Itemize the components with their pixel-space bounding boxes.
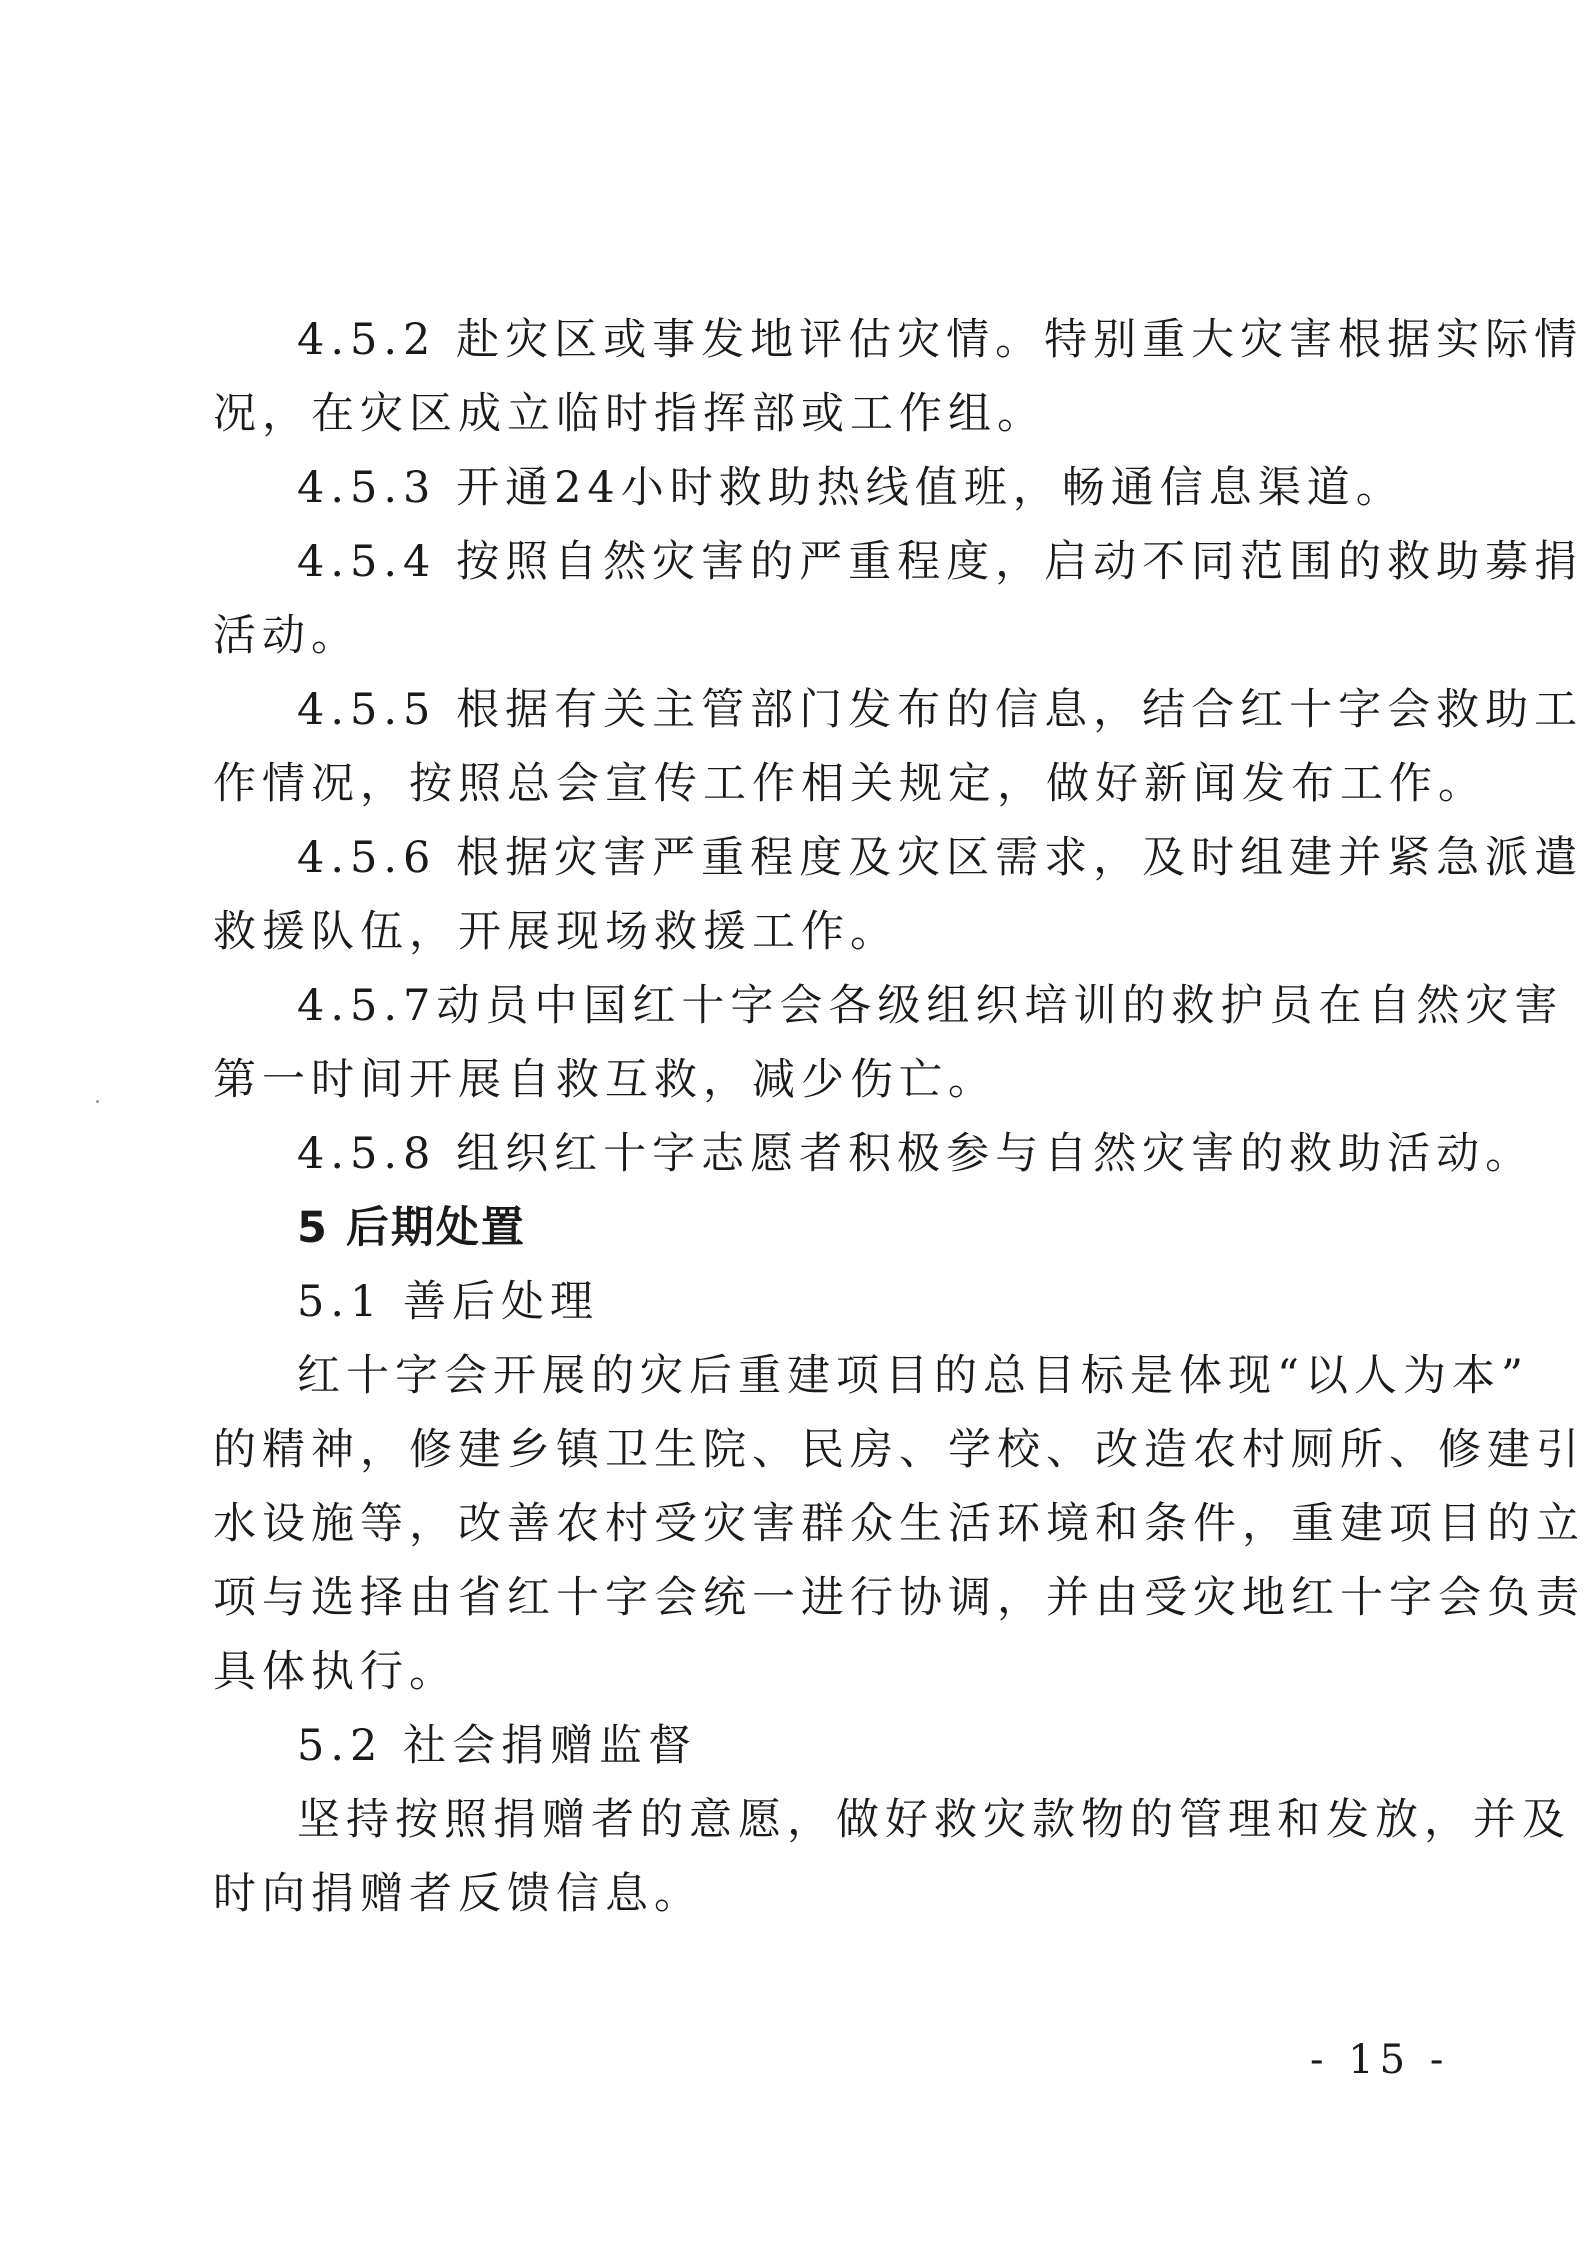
paragraph-4-5-4-line-1: 4.5.4 按照自然灾害的严重程度，启动不同范围的救助募捐 xyxy=(297,537,1584,587)
page-number: - 15 - xyxy=(1310,2037,1450,2083)
paragraph-5-2-line-2: 时向捐赠者反馈信息。 xyxy=(213,1869,703,1919)
section-heading-5: 5 后期处置 xyxy=(297,1203,526,1253)
paragraph-4-5-6-line-1: 4.5.6 根据灾害严重程度及灾区需求，及时组建并紧急派遣 xyxy=(297,833,1584,883)
paragraph-4-5-6-line-2: 救援队伍，开展现场救援工作。 xyxy=(213,907,899,957)
scan-speck xyxy=(96,1100,99,1103)
paragraph-4-5-7-line-1: 4.5.7动员中国红十字会各级组织培训的救护员在自然灾害 xyxy=(297,981,1564,1031)
paragraph-5-1-line-4: 项与选择由省红十字会统一进行协调，并由受灾地红十字会负责 xyxy=(213,1573,1585,1623)
subsection-heading-5-1: 5.1 善后处理 xyxy=(297,1277,600,1327)
paragraph-4-5-2-line-1: 4.5.2 赴灾区或事发地评估灾情。特别重大灾害根据实际情 xyxy=(297,315,1584,365)
subsection-heading-5-2: 5.2 社会捐赠监督 xyxy=(297,1721,698,1771)
paragraph-5-1-line-2: 的精神，修建乡镇卫生院、民房、学校、改造农村厕所、修建引 xyxy=(213,1425,1585,1475)
paragraph-4-5-5-line-2: 作情况，按照总会宣传工作相关规定，做好新闻发布工作。 xyxy=(213,759,1487,809)
paragraph-5-1-line-5: 具体执行。 xyxy=(213,1647,458,1697)
paragraph-5-1-line-3: 水设施等，改善农村受灾害群众生活环境和条件，重建项目的立 xyxy=(213,1499,1585,1549)
paragraph-4-5-2-line-2: 况，在灾区成立临时指挥部或工作组。 xyxy=(213,389,1046,439)
paragraph-4-5-4-line-2: 活动。 xyxy=(213,611,360,661)
paragraph-4-5-5-line-1: 4.5.5 根据有关主管部门发布的信息，结合红十字会救助工 xyxy=(297,685,1584,735)
paragraph-4-5-8: 4.5.8 组织红十字志愿者积极参与自然灾害的救助活动。 xyxy=(297,1129,1535,1179)
paragraph-4-5-3: 4.5.3 开通24小时救助热线值班，畅通信息渠道。 xyxy=(297,463,1405,513)
paragraph-5-2-line-1: 坚持按照捐赠者的意愿，做好救灾款物的管理和发放，并及 xyxy=(297,1795,1571,1845)
paragraph-5-1-line-1: 红十字会开展的灾后重建项目的总目标是体现“以人为本” xyxy=(297,1351,1529,1401)
paragraph-4-5-7-line-2: 第一时间开展自救互救，减少伤亡。 xyxy=(213,1055,997,1105)
